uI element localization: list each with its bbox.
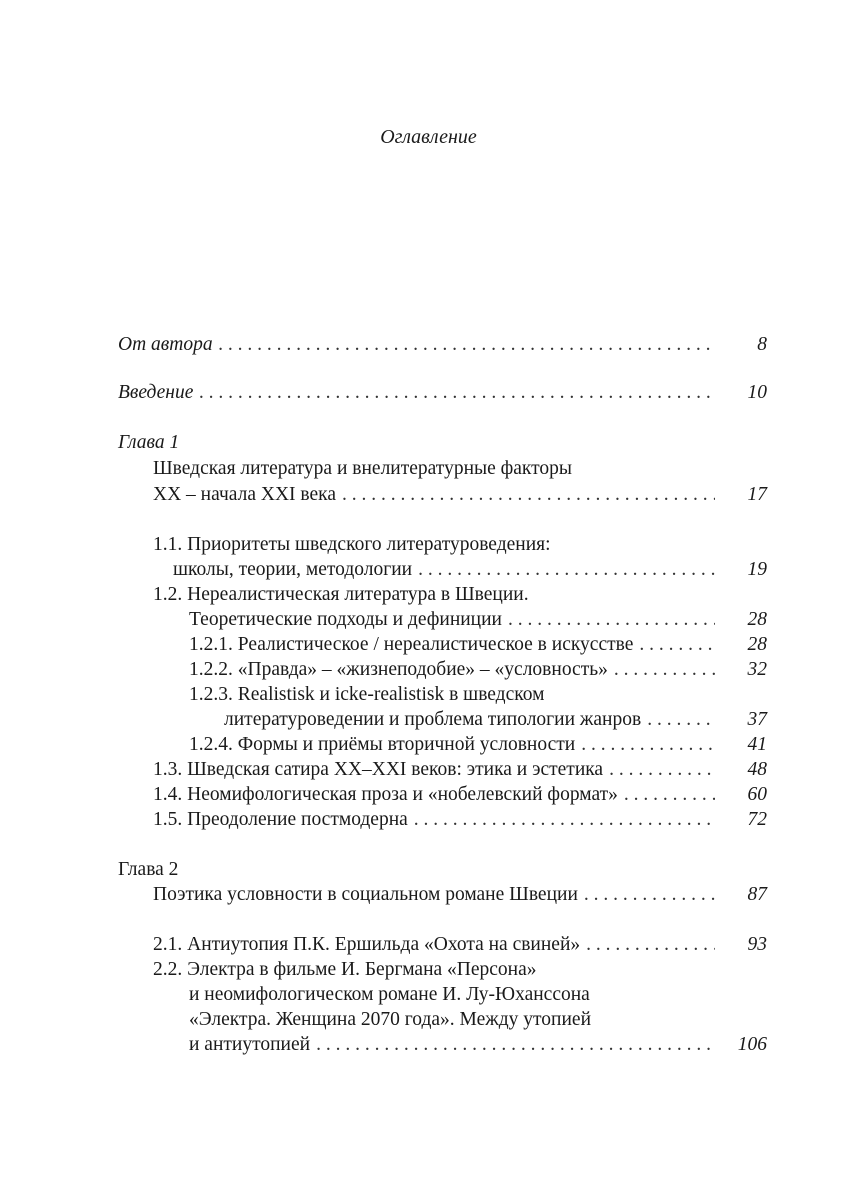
toc-entry-2-1[interactable]: [153, 932, 715, 957]
toc-entry-line[interactable]: «Электра. Женщина 2070 года». Между утопией: [189, 1009, 592, 1030]
page-number: 60: [747, 784, 767, 805]
toc-entry-line[interactable]: 1.2. Нереалистическая литература в Швеции.: [153, 584, 529, 605]
page-number: 87: [747, 884, 767, 905]
chapter-label: Глава 1: [118, 432, 180, 453]
page-number: 28: [747, 609, 767, 630]
toc-entry-text: школы, теории, методологии: [173, 559, 413, 580]
toc-entry-text: и антиутопией: [189, 1034, 311, 1055]
page-number: 19: [747, 559, 767, 580]
toc-entry-1-1[interactable]: [173, 557, 715, 582]
toc-entry-text: Теоретические подходы и дефиниции: [189, 609, 502, 630]
leader-dots: [584, 882, 715, 907]
toc-entry-2-2[interactable]: [189, 1032, 715, 1057]
toc-entry-line[interactable]: 1.2.3. Realistisk и icke-realistisk в шведском: [189, 684, 545, 705]
toc-entry-text: 2.1. Антиутопия П.К. Ершильда «Охота на свиней»: [153, 934, 581, 955]
toc-entry-text: литературоведении и проблема типологии жанров: [224, 709, 642, 730]
toc-entry-1-2-3[interactable]: [224, 707, 715, 732]
page-number: 48: [747, 759, 767, 780]
page-number: 41: [747, 734, 767, 755]
toc-entry-line[interactable]: 1.1. Приоритеты шведского литературоведения:: [153, 534, 551, 555]
toc-entry-text: От автора: [118, 334, 213, 355]
chapter-label: Глава 2: [118, 859, 179, 880]
toc-entry-1-2-2[interactable]: [189, 657, 715, 682]
page-number: 8: [757, 334, 767, 355]
toc-entry-ch2[interactable]: [153, 882, 715, 907]
toc-entry-text: 1.2.4. Формы и приёмы вторичной условности: [189, 734, 576, 755]
leader-dots: [219, 332, 715, 357]
toc-entry-text: XX – начала XXI века: [153, 484, 336, 505]
toc-entry-line[interactable]: и неомифологическом романе И. Лу-Юханссона: [189, 984, 590, 1005]
leader-dots: [418, 557, 715, 582]
toc-entry-1-3[interactable]: [153, 757, 715, 782]
toc-entry-text: 1.5. Преодоление постмодерна: [153, 809, 408, 830]
toc-entry-author[interactable]: [118, 332, 715, 357]
leader-dots: [414, 807, 715, 832]
toc-entry-text: 1.2.1. Реалистическое / нереалистическое в искусстве: [189, 634, 634, 655]
toc-entry-ch1[interactable]: [153, 482, 715, 507]
leader-dots: [581, 732, 715, 757]
page-number: 28: [747, 634, 767, 655]
page-number: 37: [747, 709, 767, 730]
leader-dots: [586, 932, 715, 957]
page-number: 10: [747, 382, 767, 403]
toc-entry-1-2[interactable]: [189, 607, 715, 632]
toc-entry-1-2-1[interactable]: [189, 632, 715, 657]
leader-dots: [342, 482, 715, 507]
toc-entry-1-4[interactable]: [153, 782, 715, 807]
toc-entry-intro[interactable]: [118, 380, 715, 405]
toc-title: Оглавление: [380, 126, 477, 148]
page-number: 72: [747, 809, 767, 830]
leader-dots: [316, 1032, 715, 1057]
toc-entry-line[interactable]: 2.2. Электра в фильме И. Бергмана «Персона»: [153, 959, 537, 980]
leader-dots: [199, 380, 715, 405]
leader-dots: [508, 607, 715, 632]
page-number: 17: [747, 484, 767, 505]
toc-entry-text: 1.4. Неомифологическая проза и «нобелевский формат»: [153, 784, 618, 805]
toc-entry-1-2-4[interactable]: [189, 732, 715, 757]
chapter-title-line[interactable]: Шведская литература и внелитературные факторы: [153, 458, 573, 479]
page-number: 106: [737, 1034, 767, 1055]
page-number: 32: [747, 659, 767, 680]
toc-entry-text: Введение: [118, 382, 194, 403]
page-number: 93: [747, 934, 767, 955]
toc-entry-text: 1.2.2. «Правда» – «жизнеподобие» – «условность»: [189, 659, 608, 680]
toc-entry-text: 1.3. Шведская сатира XX–XXI веков: этика и эстетика: [153, 759, 604, 780]
toc-entry-1-5[interactable]: [153, 807, 715, 832]
toc-entry-text: Поэтика условности в социальном романе Швеции: [153, 884, 578, 905]
